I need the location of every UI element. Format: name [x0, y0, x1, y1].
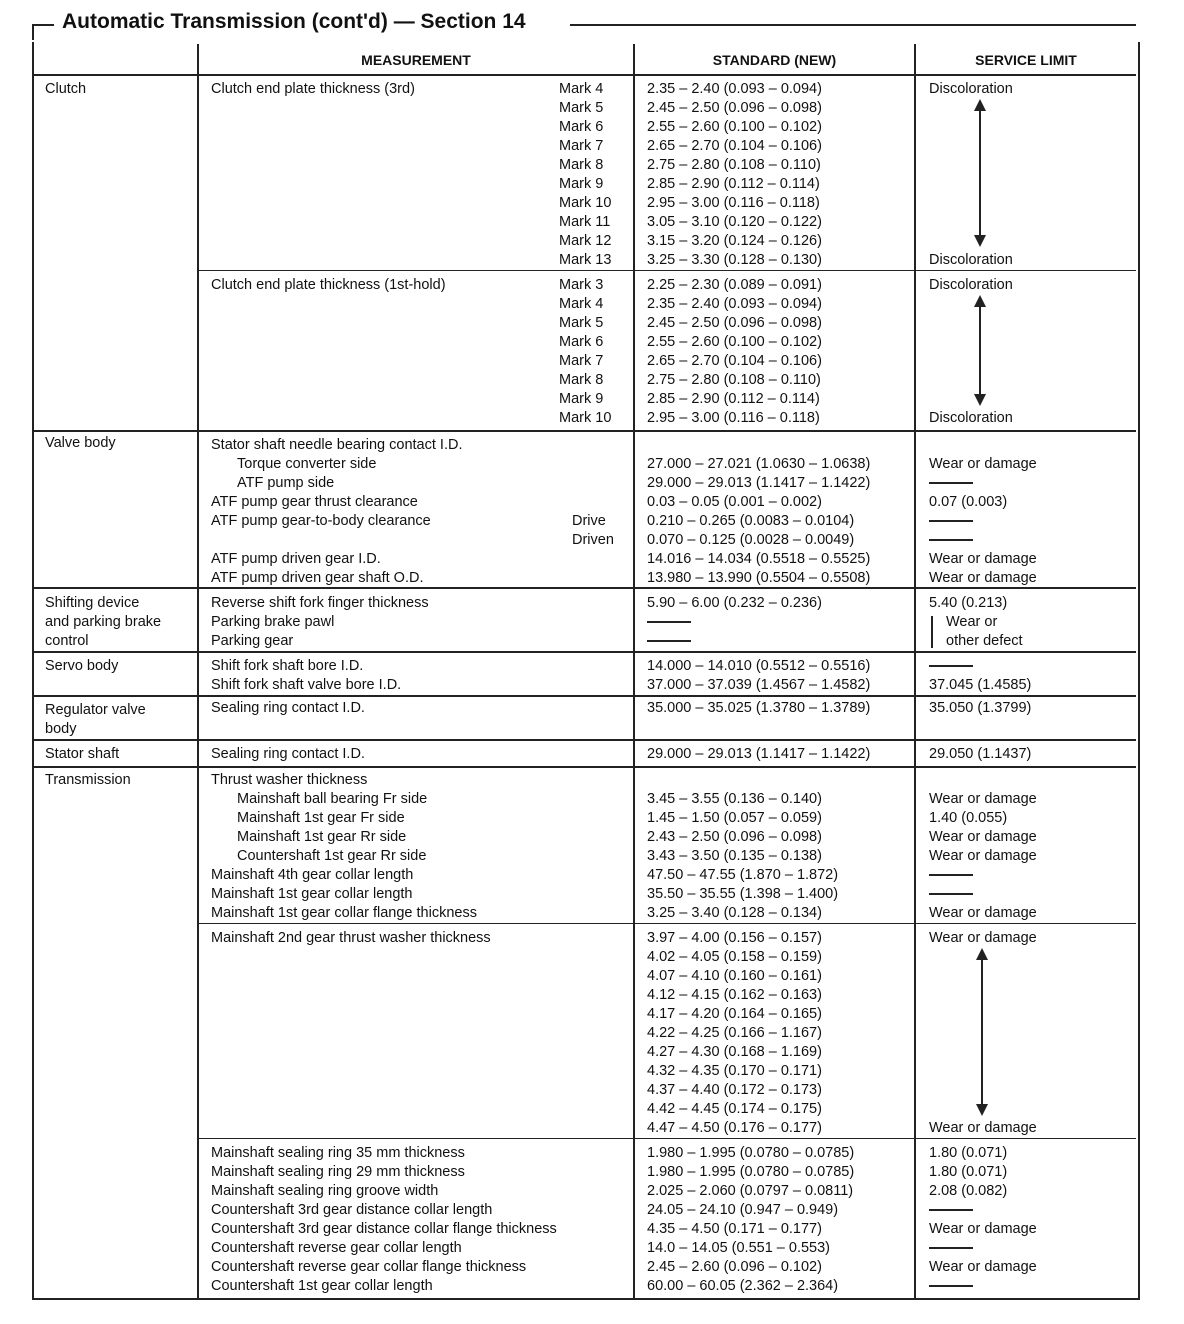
dash-icon [929, 665, 973, 667]
driven-label: Driven [572, 532, 614, 548]
standard-value: 29.000 – 29.013 (1.1417 – 1.1422) [647, 475, 871, 491]
range-arrow-icon [979, 101, 981, 245]
dash-icon [929, 482, 973, 484]
limit-none [929, 1201, 1037, 1220]
standard-value: 2.65 – 2.70 (0.104 – 0.106) [647, 353, 822, 369]
item-shift-fork-valve-bore: Shift fork shaft valve bore I.D. [211, 677, 402, 693]
dash-icon [647, 621, 691, 623]
transmission-g1-standard-column [647, 790, 838, 923]
item-clutch-end-plate-1st-hold: Clutch end plate thickness (1st-hold) [211, 277, 446, 293]
limit-value: Wear or damage [929, 791, 1037, 807]
header-standard: STANDARD (NEW) [712, 52, 837, 68]
clutch-3rd-standard-column [647, 80, 822, 270]
standard-value: 29.000 – 29.013 (1.1417 – 1.1422) [647, 746, 871, 762]
limit-value: 1.80 (0.071) [929, 1164, 1008, 1180]
drive-label: Drive [572, 513, 606, 529]
standard-value: 27.000 – 27.021 (1.0630 – 1.0638) [647, 456, 871, 472]
item-stator-sealing-ring: Sealing ring contact I.D. [211, 746, 365, 762]
item: Mainshaft 1st gear collar length [211, 886, 413, 902]
clutch-1st-hold-mark-column [559, 276, 611, 428]
brace-icon [931, 616, 939, 648]
item-sub: Mainshaft 1st gear Fr side [237, 810, 405, 826]
section-divider [32, 430, 1136, 432]
transmission-g3-items [211, 1144, 557, 1296]
standard-value: 4.47 – 4.50 (0.176 – 0.177) [647, 1120, 822, 1136]
standard-value: 4.37 – 4.40 (0.172 – 0.173) [647, 1082, 822, 1098]
limit-none [929, 474, 1037, 493]
standard-value: 1.980 – 1.995 (0.0780 – 0.0785) [647, 1145, 855, 1161]
row-divider [197, 1138, 1136, 1139]
standard-value: 2.55 – 2.60 (0.100 – 0.102) [647, 334, 822, 350]
item: Mainshaft sealing ring 29 mm thickness [211, 1164, 465, 1180]
limit-value: 35.050 (1.3799) [929, 700, 1032, 716]
limit-none [929, 531, 1037, 550]
section-divider [32, 739, 1136, 741]
standard-value: 2.025 – 2.060 (0.0797 – 0.0811) [647, 1183, 854, 1199]
limit-value: Wear or damage [929, 551, 1037, 567]
standard-value: 60.00 – 60.05 (2.362 – 2.364) [647, 1278, 839, 1294]
standard-value: 2.45 – 2.50 (0.096 – 0.098) [647, 315, 822, 331]
title-rule-left [32, 24, 54, 26]
standard-value: 2.43 – 2.50 (0.096 – 0.098) [647, 829, 822, 845]
limit-value: 1.80 (0.071) [929, 1145, 1008, 1161]
category-servo-body: Servo body [45, 658, 119, 674]
limit-value: Wear or damage [929, 1259, 1037, 1275]
clutch-3rd-mark-column [559, 80, 611, 270]
shifting-items [211, 594, 429, 651]
standard-value: 3.97 – 4.00 (0.156 – 0.157) [647, 930, 822, 946]
page-title: Automatic Transmission (cont'd) — Section 14 [62, 10, 526, 33]
limit-value: 29.050 (1.1437) [929, 746, 1032, 762]
item: Mainshaft 1st gear collar flange thickness [211, 905, 477, 921]
standard-value: 14.0 – 14.05 (0.551 – 0.553) [647, 1240, 831, 1256]
standard-value: 2.45 – 2.60 (0.096 – 0.102) [647, 1259, 822, 1275]
standard-value: 4.12 – 4.15 (0.162 – 0.163) [647, 987, 822, 1003]
standard-value: 2.65 – 2.70 (0.104 – 0.106) [647, 138, 822, 154]
mark-label: Mark 9 [559, 176, 604, 192]
dash-icon [929, 1209, 973, 1211]
item: Countershaft 3rd gear distance collar length [211, 1202, 493, 1218]
limit-value: Wear or damage [929, 456, 1037, 472]
item: Countershaft reverse gear collar flange thickness [211, 1259, 527, 1275]
limit-none [929, 657, 1031, 676]
transmission-g1-limit-column [929, 790, 1037, 923]
standard-value: 2.75 – 2.80 (0.108 – 0.110) [647, 372, 821, 388]
column-divider [914, 44, 916, 1298]
dash-icon [647, 640, 691, 642]
section-divider [32, 651, 1136, 653]
category-regulator-valve-body: Regulator valve body [45, 702, 146, 737]
limit-value: 37.045 (1.4585) [929, 677, 1032, 693]
column-divider [197, 44, 199, 1298]
mark-label: Mark 5 [559, 100, 604, 116]
standard-value: 0.210 – 0.265 (0.0083 – 0.0104) [647, 513, 855, 529]
limit-value: other defect [946, 633, 1023, 649]
item-parking-brake-pawl: Parking brake pawl [211, 614, 335, 630]
mark-label: Mark 4 [559, 296, 604, 312]
standard-value: 14.016 – 14.034 (0.5518 – 0.5525) [647, 551, 871, 567]
item-mainshaft-2nd-thrust-washer: Mainshaft 2nd gear thrust washer thickness [211, 930, 491, 946]
standard-value: 1.45 – 1.50 (0.057 – 0.059) [647, 810, 822, 826]
standard-value: 4.17 – 4.20 (0.164 – 0.165) [647, 1006, 822, 1022]
standard-value: 13.980 – 13.990 (0.5504 – 0.5508) [647, 570, 871, 586]
thrust-washer-sub-items [237, 790, 427, 866]
mark-label: Mark 9 [559, 391, 604, 407]
mark-label: Mark 7 [559, 138, 604, 154]
standard-value: 4.27 – 4.30 (0.168 – 1.169) [647, 1044, 822, 1060]
mark-label: Mark 10 [559, 195, 612, 211]
dash-icon [929, 1285, 973, 1287]
mark-label: Mark 5 [559, 315, 604, 331]
standard-value: 2.95 – 3.00 (0.116 – 0.118) [647, 410, 820, 426]
limit-value: Wear or damage [929, 570, 1037, 586]
standard-value: 14.000 – 14.010 (0.5512 – 0.5516) [647, 658, 871, 674]
limit-value: Wear or damage [929, 1120, 1037, 1136]
standard-value: 1.980 – 1.995 (0.0780 – 0.0785) [647, 1164, 855, 1180]
item-sub: Mainshaft 1st gear Rr side [237, 829, 407, 845]
standard-value: 35.000 – 35.025 (1.3780 – 1.3789) [647, 700, 871, 716]
standard-value: 37.000 – 37.039 (1.4567 – 1.4582) [647, 677, 871, 693]
category-transmission: Transmission [45, 772, 131, 788]
standard-value: 2.45 – 2.50 (0.096 – 0.098) [647, 100, 822, 116]
standard-value: 3.45 – 3.55 (0.136 – 0.140) [647, 791, 822, 807]
servo-standard-column [647, 657, 870, 695]
limit-value: Wear or damage [929, 930, 1037, 946]
item-shift-fork-shaft-bore: Shift fork shaft bore I.D. [211, 658, 364, 674]
title-rule-left-tick [32, 24, 34, 40]
limit-value: 0.07 (0.003) [929, 494, 1008, 510]
limit-none [929, 885, 1037, 904]
item: Mainshaft 4th gear collar length [211, 867, 414, 883]
servo-limit-column [929, 657, 1031, 695]
mark-label: Mark 11 [559, 214, 611, 230]
shifting-standard-column [647, 594, 822, 651]
mark-label: Mark 6 [559, 119, 604, 135]
item-regulator-sealing-ring: Sealing ring contact I.D. [211, 700, 365, 716]
limit-none [929, 866, 1037, 885]
category-valve-body: Valve body [45, 435, 116, 451]
standard-value: 2.75 – 2.80 (0.108 – 0.110) [647, 157, 821, 173]
standard-value: 35.50 – 35.55 (1.398 – 1.400) [647, 886, 839, 902]
range-arrow-icon [979, 297, 981, 404]
section-divider [32, 766, 1136, 768]
standard-value: 3.15 – 3.20 (0.124 – 0.126) [647, 233, 822, 249]
limit-none [929, 1277, 1037, 1296]
limit-value: 2.08 (0.082) [929, 1183, 1008, 1199]
standard-none [647, 632, 822, 651]
item-sub: Mainshaft ball bearing Fr side [237, 791, 428, 807]
mark-label: Mark 8 [559, 372, 604, 388]
mark-label: Mark 6 [559, 334, 604, 350]
dash-icon [929, 520, 973, 522]
mark-label: Mark 8 [559, 157, 604, 173]
standard-none [647, 613, 822, 632]
limit-none [929, 1239, 1037, 1258]
valve-body-limit-column [929, 455, 1037, 588]
standard-value: 4.35 – 4.50 (0.171 – 0.177) [647, 1221, 822, 1237]
standard-value: 24.05 – 24.10 (0.947 – 0.949) [647, 1202, 839, 1218]
section-divider [32, 695, 1136, 697]
item-driven-gear-shaft-od: ATF pump driven gear shaft O.D. [211, 570, 424, 586]
item-pump-body-clearance: ATF pump gear-to-body clearance [211, 513, 431, 529]
standard-value: 2.55 – 2.60 (0.100 – 0.102) [647, 119, 822, 135]
row-divider [197, 270, 1136, 271]
category-shifting-device: Shifting device and parking brake control [45, 595, 162, 649]
mark-label: Mark 10 [559, 410, 612, 426]
transmission-g2-standard-column [647, 929, 822, 1138]
limit-value: Discoloration [929, 252, 1013, 268]
dash-icon [929, 1247, 973, 1249]
item: Countershaft 1st gear collar length [211, 1278, 433, 1294]
header-service-limit: SERVICE LIMIT [975, 52, 1077, 68]
standard-value: 47.50 – 47.55 (1.870 – 1.872) [647, 867, 839, 883]
limit-value: Discoloration [929, 410, 1013, 426]
limit-value: Wear or damage [929, 905, 1037, 921]
limit-value: Discoloration [929, 81, 1013, 97]
limit-value: Wear or damage [929, 848, 1037, 864]
header-measurement: MEASUREMENT [361, 52, 471, 68]
dash-icon [929, 874, 973, 876]
dash-icon [929, 893, 973, 895]
standard-value: 4.02 – 4.05 (0.158 – 0.159) [647, 949, 822, 965]
category-clutch: Clutch [45, 81, 87, 97]
servo-items [211, 657, 401, 695]
mark-label: Mark 3 [559, 277, 604, 293]
item-stator-needle-bearing: Stator shaft needle bearing contact I.D. [211, 437, 463, 453]
mark-label: Mark 13 [559, 252, 612, 268]
item-clutch-end-plate-3rd: Clutch end plate thickness (3rd) [211, 81, 415, 97]
item-pump-thrust-clearance: ATF pump gear thrust clearance [211, 494, 418, 510]
transmission-collar-items [211, 866, 477, 923]
standard-value: 3.05 – 3.10 (0.120 – 0.122) [647, 214, 822, 230]
column-divider [633, 44, 635, 1298]
standard-value: 5.90 – 6.00 (0.232 – 0.236) [647, 595, 822, 611]
limit-none [929, 512, 1037, 531]
clutch-1st-hold-standard-column [647, 276, 822, 428]
standard-value: 4.32 – 4.35 (0.170 – 0.171) [647, 1063, 822, 1079]
standard-value: 3.25 – 3.30 (0.128 – 0.130) [647, 252, 822, 268]
standard-value: 0.070 – 0.125 (0.0028 – 0.0049) [647, 532, 855, 548]
standard-value: 2.35 – 2.40 (0.093 – 0.094) [647, 296, 822, 312]
transmission-g3-standard-column [647, 1144, 854, 1296]
standard-value: 3.43 – 3.50 (0.135 – 0.138) [647, 848, 822, 864]
valve-body-standard-column [647, 455, 870, 588]
title-rule-right [570, 24, 1136, 26]
mark-label: Mark 4 [559, 81, 604, 97]
item-thrust-washer-thickness: Thrust washer thickness [211, 772, 368, 788]
mark-label: Mark 12 [559, 233, 612, 249]
item-reverse-fork-finger: Reverse shift fork finger thickness [211, 595, 429, 611]
limit-value: Wear or damage [929, 829, 1037, 845]
category-stator-shaft: Stator shaft [45, 746, 120, 762]
standard-value: 2.85 – 2.90 (0.112 – 0.114) [647, 176, 820, 192]
item-atf-pump-side: ATF pump side [237, 475, 335, 491]
standard-value: 2.25 – 2.30 (0.089 – 0.091) [647, 277, 822, 293]
limit-value: 1.40 (0.055) [929, 810, 1008, 826]
item: Countershaft 3rd gear distance collar flange thickness [211, 1221, 557, 1237]
item-parking-gear: Parking gear [211, 633, 294, 649]
item-sub: Countershaft 1st gear Rr side [237, 848, 427, 864]
mark-label: Mark 7 [559, 353, 604, 369]
standard-value: 3.25 – 3.40 (0.128 – 0.134) [647, 905, 822, 921]
dash-icon [929, 539, 973, 541]
limit-value: Discoloration [929, 277, 1013, 293]
item: Mainshaft sealing ring 35 mm thickness [211, 1145, 465, 1161]
row-divider [197, 923, 1136, 924]
limit-value: 5.40 (0.213) [929, 595, 1008, 611]
standard-value: 2.35 – 2.40 (0.093 – 0.094) [647, 81, 822, 97]
standard-value: 4.07 – 4.10 (0.160 – 0.161) [647, 968, 822, 984]
item: Mainshaft sealing ring groove width [211, 1183, 439, 1199]
limit-value: Wear or [946, 614, 998, 630]
header-rule [32, 74, 1136, 76]
standard-value: 4.22 – 4.25 (0.166 – 1.167) [647, 1025, 822, 1041]
standard-value: 4.42 – 4.45 (0.174 – 0.175) [647, 1101, 822, 1117]
item: Countershaft reverse gear collar length [211, 1240, 462, 1256]
item-torque-converter-side: Torque converter side [237, 456, 377, 472]
limit-value: Wear or damage [929, 1221, 1037, 1237]
transmission-g3-limit-column [929, 1144, 1037, 1296]
standard-value: 2.85 – 2.90 (0.112 – 0.114) [647, 391, 820, 407]
standard-value: 0.03 – 0.05 (0.001 – 0.002) [647, 494, 822, 510]
item-driven-gear-id: ATF pump driven gear I.D. [211, 551, 381, 567]
standard-value: 2.95 – 3.00 (0.116 – 0.118) [647, 195, 820, 211]
range-arrow-icon [981, 950, 983, 1114]
